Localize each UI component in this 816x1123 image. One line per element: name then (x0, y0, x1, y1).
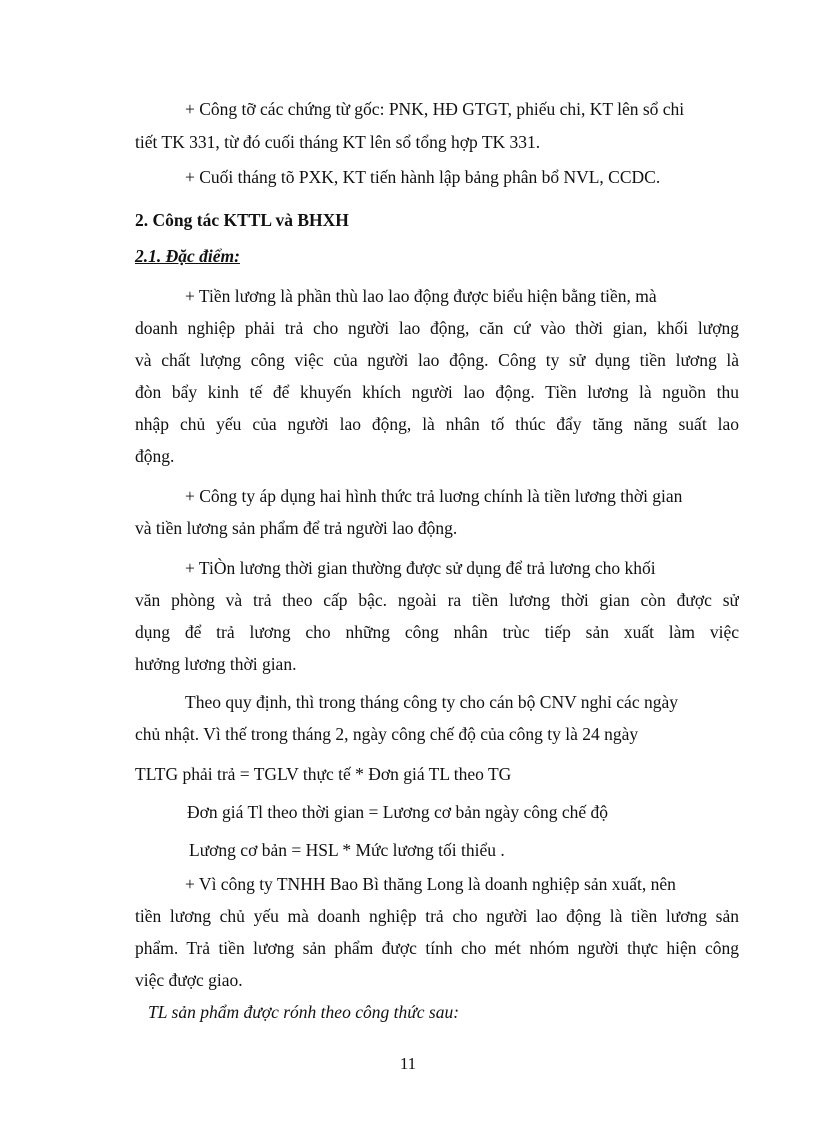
text-line: hưởng lương thời gian. (135, 654, 297, 674)
text-line: + Công ty áp dụng hai hình thức trả luơng chính là tiền lương thời gian (185, 486, 683, 506)
text-line: + TiÒn lương thời gian thường được sử dụng để trả lương cho khối (185, 558, 656, 578)
text-line: + Tiền lương là phần thù lao lao động được biểu hiện bằng tiền, mà (185, 286, 657, 306)
text-line: và tiền lương sản phẩm để trả người lao động. (135, 518, 458, 538)
text-line: + Công tỡ các chứng từ gốc: PNK, HĐ GTGT, phiếu chi, KT lên sổ chi (185, 99, 685, 119)
subsection-heading: 2.1. Đặc điểm: (135, 246, 240, 266)
text-line: và chất lượng công việc của người lao động. Công ty sử dụng tiền lương là (135, 350, 739, 370)
text-line: TL sản phẩm được rónh theo công thức sau: (148, 1002, 460, 1022)
page-number: 11 (399, 1054, 417, 1073)
section-heading: 2. Công tác KTTL và BHXH (135, 210, 349, 230)
text-line: chủ nhật. Vì thế trong tháng 2, ngày công chế độ của công ty là 24 ngày (135, 724, 639, 744)
text-line: phẩm. Trả tiền lương sản phẩm được tính cho mét nhóm người thực hiện công (135, 938, 739, 958)
text-line: nhập chủ yếu của người lao động, là nhân tố thúc đẩy tăng năng suất lao (135, 414, 739, 434)
text-line: tiết TK 331, từ đó cuối tháng KT lên sổ tổng hợp TK 331. (135, 132, 541, 152)
text-line: đòn bẩy kinh tế để khuyến khích người lao động. Tiền lương là nguồn thu (135, 382, 739, 402)
text-line: động. (135, 446, 175, 466)
formula-line: TLTG phải trả = TGLV thực tế * Đơn giá TL theo TG (135, 764, 512, 784)
text-line: tiền lương chủ yếu mà doanh nghiệp trả cho người lao động là tiền lương sản (135, 906, 739, 926)
text-line: + Vì công ty TNHH Bao Bì thăng Long là doanh nghiệp sản xuất, nên (185, 874, 676, 894)
formula-line: Đơn giá Tl theo thời gian = Lương cơ bản ngày công chế độ (187, 802, 609, 822)
text-line: dụng để trả lương cho những công nhân trùc tiếp sản xuất làm việc (135, 622, 739, 642)
text-line: văn phòng và trả theo cấp bậc. ngoài ra tiền lương thời gian còn được sử (135, 590, 739, 610)
text-line: + Cuối tháng tõ PXK, KT tiến hành lập bảng phân bổ NVL, CCDC. (185, 167, 661, 187)
formula-line: Lương cơ bản = HSL * Mức lương tối thiểu . (189, 840, 505, 860)
text-line: doanh nghiệp phải trả cho người lao động, căn cứ vào thời gian, khối lượng (135, 318, 739, 338)
text-line: Theo quy định, thì trong tháng công ty cho cán bộ CNV nghỉ các ngày (185, 692, 678, 712)
text-line: việc được giao. (135, 970, 243, 990)
